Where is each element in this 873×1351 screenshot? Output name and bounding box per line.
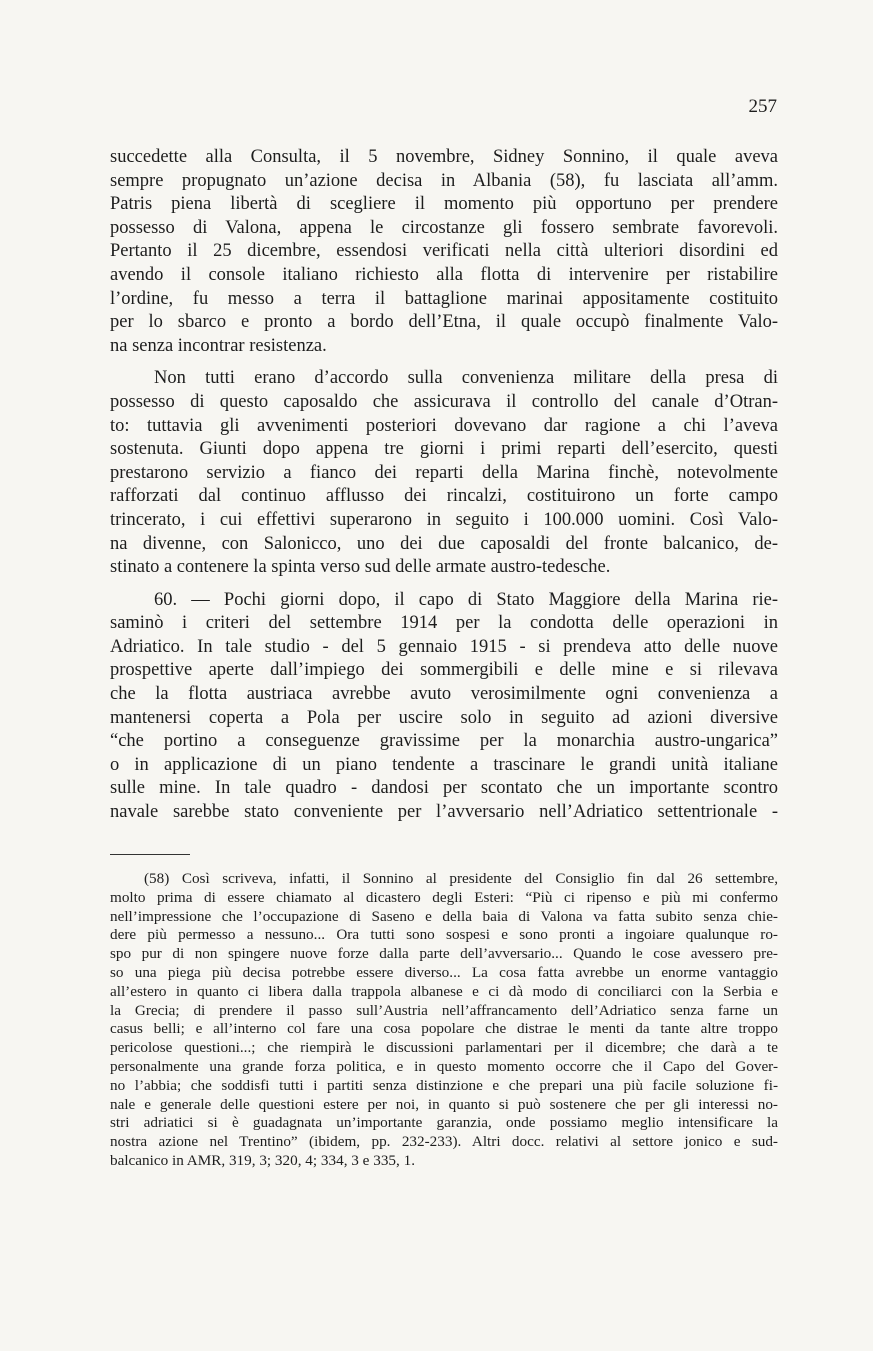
paragraph-2 xyxy=(110,367,778,579)
footnote-line: molto prima di essere chiamato al dicastero degli Esteri: “Più ci ripenso e più mi confermo xyxy=(110,888,778,906)
text-line: sulle mine. In tale quadro - dandosi per scontato che un importante scontro xyxy=(110,778,778,799)
text-line: possesso di questo caposaldo che assicurava il controllo del canale d’Otran- xyxy=(110,391,778,412)
footnote-separator xyxy=(110,854,190,855)
text-line: na senza incontrar resistenza. xyxy=(110,335,327,356)
text-line: “che portino a conseguenze gravissime per la monarchia austro-ungarica” xyxy=(110,731,778,752)
footnote-line: so una piega più decisa potrebbe essere diverso... La cosa fatta avrebbe un enorme vantaggio xyxy=(110,963,778,981)
text-line: saminò i criteri del settembre 1914 per la condotta delle operazioni in xyxy=(110,613,778,634)
text-line: Pertanto il 25 dicembre, essendosi verificati nella città ulteriori disordini ed xyxy=(110,241,778,262)
text-line: che la flotta austriaca avrebbe avuto verosimilmente ogni convenienza a xyxy=(110,684,778,705)
text-line: sostenuta. Giunti dopo appena tre giorni i primi reparti dell’esercito, questi xyxy=(110,439,778,460)
text-line: possesso di Valona, appena le circostanze gli fossero sembrate favorevoli. xyxy=(110,217,778,238)
text-line: to: tuttavia gli avvenimenti posteriori dovevano dar ragione a chi l’aveva xyxy=(110,415,778,436)
footnote-line: spo pur di non spingere nuove forze dalla parte dell’avversario... Quando le cose avessero pre- xyxy=(110,945,778,963)
text-line: navale sarebbe stato conveniente per l’avversario nell’Adriatico settentrionale - xyxy=(110,802,778,823)
text-line: prospettive aperte dall’impiego dei sommergibili e delle mine e si rilevava xyxy=(110,660,778,681)
text-line: prestarono servizio a fianco dei reparti della Marina finchè, notevolmente xyxy=(110,462,778,483)
text-line: mantenersi coperta a Pola per uscire solo in seguito ad azioni diversive xyxy=(110,707,778,728)
text-line: Non tutti erano d’accordo sulla convenienza militare della presa di xyxy=(154,368,778,389)
footnote-line: balcanico in AMR, 319, 3; 320, 4; 334, 3 e 335, 1. xyxy=(110,1151,415,1169)
footnote-line: no l’abbia; che soddisfi tutti i partiti senza distinzione e che prepari una più facile soluzione fi- xyxy=(110,1076,778,1094)
body-text xyxy=(110,146,778,834)
text-line: rafforzati dal continuo afflusso dei rincalzi, costituirono un forte campo xyxy=(110,486,778,507)
page-number: 257 xyxy=(748,96,777,117)
footnote-line: nale e generale delle questioni estere per noi, in quanto si può sostenere che per gli interessi no- xyxy=(110,1095,778,1113)
text-line: Patris piena libertà di scegliere il momento più opportuno per prendere xyxy=(110,194,778,215)
footnote-line: stri adriatici si è guadagnata un’importante garanzia, onde possiamo meglio intensificare la xyxy=(110,1114,778,1132)
footnote-line: personalmente una grande forza politica, e in questo momento occorre che il Capo del Gover- xyxy=(110,1057,778,1075)
text-line: succedette alla Consulta, il 5 novembre, Sidney Sonnino, il quale aveva xyxy=(110,147,778,167)
text-line: avendo il console italiano richiesto alla flotta di intervenire per ristabilire xyxy=(110,264,778,285)
footnote-line: all’estero in quanto ci libera dalla trappola albanese e ci dà modo di conciliarci con la Serbia e xyxy=(110,982,778,1000)
text-line: l’ordine, fu messo a terra il battaglione marinai appositamente costituito xyxy=(110,288,778,309)
paragraph-3 xyxy=(110,589,778,825)
text-line: per lo sbarco e pronto a bordo dell’Etna, il quale occupò finalmente Valo- xyxy=(110,312,778,333)
paragraph-1 xyxy=(110,146,778,358)
footnote-line: dere più permesso a nessuno... Ora tutti sono sospesi e sono pronti a ingoiare qualunque ro- xyxy=(110,926,778,944)
text-line: Adriatico. In tale studio - del 5 gennaio 1915 - si prendeva atto delle nuove xyxy=(110,636,778,657)
text-line: o in applicazione di un piano tendente a trascinare le grandi unità italiane xyxy=(110,754,778,775)
text-line: stinato a contenere la spinta verso sud delle armate austro-tedesche. xyxy=(110,557,611,578)
footnote-line: la Grecia; di prendere il passo sull’Austria nell’affrancamento dell’Adriatico senza farne un xyxy=(110,1001,778,1019)
footnote-58 xyxy=(110,870,778,1171)
text-line: 60. — Pochi giorni dopo, il capo di Stato Maggiore della Marina rie- xyxy=(154,589,778,610)
footnote-line: (58) Così scriveva, infatti, il Sonnino al presidente del Consiglio fin dal 26 settembre, xyxy=(144,870,778,887)
text-line: trincerato, i cui effettivi superarono in seguito i 100.000 uomini. Così Valo- xyxy=(110,509,778,530)
footnote-line: casus belli; e all’interno col fare una cosa popolare che distrae le menti da tante altre troppo xyxy=(110,1020,778,1038)
text-line: sempre propugnato un’azione decisa in Albania (58), fu lasciata all’amm. xyxy=(110,170,778,191)
footnote-line: nostra azione nel Trentino” (ibidem, pp. 232-233). Altri docc. relativi al settore jonico e sud- xyxy=(110,1133,778,1151)
footnote-line: nell’impressione che l’occupazione di Saseno e della baia di Valona va fatta subito senza chie- xyxy=(110,907,778,925)
text-line: na divenne, con Salonicco, uno dei due caposaldi del fronte balcanico, de- xyxy=(110,533,778,554)
footnote-line: pericolose questioni...; che riempirà le discussioni parlamentari per il dicembre; che darà a te xyxy=(110,1039,778,1057)
